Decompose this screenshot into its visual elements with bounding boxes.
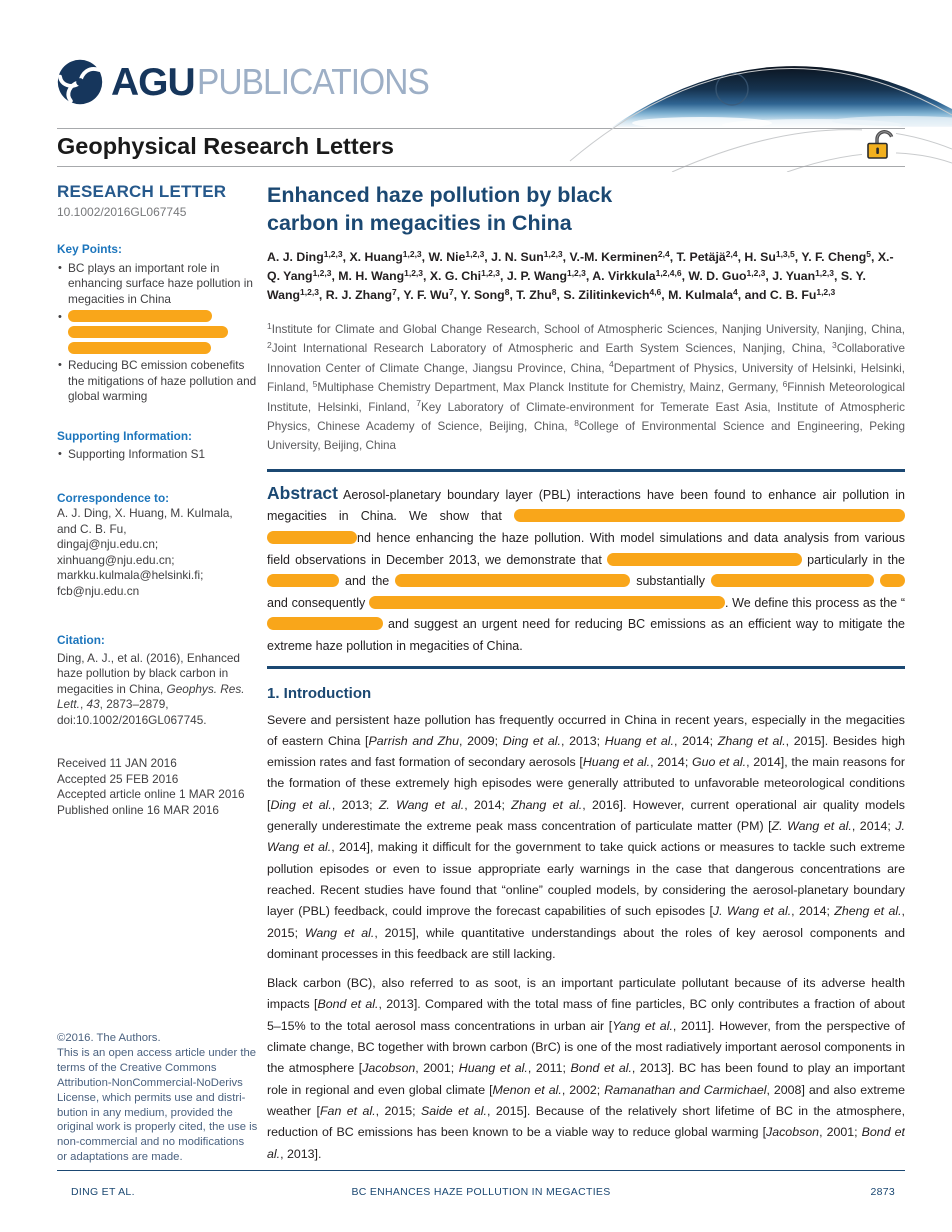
article-title-line2: carbon in megacities in China	[267, 211, 572, 235]
intro-paragraph-2: Black carbon (BC), also referred to as soot, is an important particulate pollutant because of its adverse health impacts [Bond et al., 2013]. Compared with the total mass of fine particles, BC only contributes a fraction of about 5–15% to the total aerosol mass concentrations in urban air [Yang et al., 2011]. However, from the perspective of climate change, BC together with brown carbon (BrC) is one of the most radiatively important aerosol components in the atmosphere [Jacobson, 2001; Huang et al., 2011; Bond et al., 2013]. BC has been found to play an important role in regional and even global climate [Menon et al., 2002; Ramanathan and Carmichael, 2008] and also extreme weather [Fan et al., 2015; Saide et al., 2015]. Because of the relatively short lifetime of BC in the atmosphere, reduction of BC emissions has been known to be a viable way to reduce global warming [Jacobson, 2001; Bond et al., 2013].	[267, 976, 905, 1161]
redacted-text-bar	[607, 553, 802, 566]
redacted-text-bar	[267, 531, 357, 544]
doi: 10.1002/2016GL067745	[57, 204, 187, 219]
footer-divider	[57, 1170, 905, 1171]
article-title-line1: Enhanced haze pollution by black	[267, 183, 613, 207]
journal-name: Geophysical Research Letters	[57, 133, 394, 159]
abstract-label: Abstract	[267, 482, 338, 503]
supporting-info-heading: Supporting Information:	[57, 428, 192, 443]
redacted-text-bar	[369, 596, 725, 609]
agu-logo-text: AGU	[111, 60, 195, 104]
abstract-divider-top	[267, 469, 905, 472]
sidebar	[57, 184, 257, 818]
abstract-divider-bottom	[267, 666, 905, 669]
key-points-list	[57, 261, 257, 405]
redacted-text-bar	[880, 574, 905, 587]
key-point-item-redacted	[57, 310, 257, 354]
article-body	[267, 181, 905, 1168]
copyright-notice: ©2016. The Authors. This is an open access article under the terms of the Creative Commons Attribution-NonCommercial-NoDerivs License, which permits use and distri- bution in any medium, provided the original work is properly cited, the use is non-commercial and no modifications or adaptations are made.	[57, 1032, 258, 1164]
redacted-text-bar	[68, 310, 212, 322]
redacted-text-bar	[514, 509, 905, 522]
intro-paragraph-1: Severe and persistent haze pollution has frequently occurred in China in recent years, especially in the megacities of eastern China [Parrish and Zhu, 2009; Ding et al., 2013; Huang et al., 2014; Zhang et al., 2015]. Besides high emission rates and fast formation of secondary aerosols [Huang et al., 2014; Guo et al., 2014], the main reasons for the formation of these extremely high episodes were generally attributed to unfavorable meteorological conditions [Ding et al., 2013; Z. Wang et al., 2014; Zhang et al., 2016]. However, current operational air quality models generally underestimate the extreme peak mass concentration of particulate matter (PM) [Z. Wang et al., 2014; J. Wang et al., 2014], making it difficult for the government to take quick actions or measures to tackle such extreme pollution episodes or even to issue appropriate early warnings in the case that dangerous concentrations are reached. Recent studies have found that “online” coupled models, by considering the aerosol-planetary boundary layer (PBL) feedback, could improve the forecast capabilities of such episodes [J. Wang et al., 2014; Zheng et al., 2015; Wang et al., 2015], while quantitative understandings about the roles of key aerosol components and dominant processes in this feedback are still lacking.	[267, 712, 905, 961]
correspondence-lines: A. J. Ding, X. Huang, M. Kulmala, and C. B. Fu, dingaj@nju.edu.cn; xinhuang@nju.edu.cn; markku.kulmala@helsinki.fi; fcb@nju.edu.cn	[57, 506, 233, 598]
header-divider-bottom	[57, 166, 905, 167]
citation-text: Ding, A. J., et al. (2016), Enhanced haze pollution by black carbon in megacities in China, Geophys. Res. Lett., 43, 2873–2879, doi:10.1002/2016GL067745.	[57, 650, 245, 727]
redacted-text-bar	[711, 574, 874, 587]
footer-authors: DING ET AL.	[71, 1186, 135, 1198]
author-list: A. J. Ding$^{1,2,3}$, X. Huang$^{1,2,3}$, W. Nie$^{1,2,3}$, J. N. Sun$^{1,2,3}$, V.-M. Kerminen$^{2,4}$, T. Petäjä$^{2,4}$, H. Su$^{1,3,5}$, Y. F. Cheng$^5$, X.-Q. Yang$^{1,2,3}$, M. H. Wang$^{1,2,3}$, X. G. Chi$^{1,2,3}$, J. P. Wang$^{1,2,3}$, A. Virkkula$^{1,2,4,6}$, W. D. Guo$^{1,2,3}$, J. Yuan$^{1,2,3}$, S. Y. Wang$^{1,2,3}$, R. J. Zhang$^7$, Y. F. Wu$^7$, Y. Song$^8$, T. Zhu$^8$, S. Zilitinkevich$^{4,6}$, M. Kulmala$^4$, and C. B. Fu$^{1,2,3}$	[267, 248, 894, 302]
footer-running-title: BC ENHANCES HAZE POLLUTION IN MEGACTIES	[351, 1186, 611, 1198]
correspondence-heading: Correspondence to:	[57, 490, 170, 505]
article-type-kicker: RESEARCH LETTER	[57, 182, 227, 201]
abstract	[267, 483, 905, 658]
article-history-dates: Received 11 JAN 2016 Accepted 25 FEB 2016 Accepted article online 1 MAR 2016 Published online 16 MAR 2016	[57, 756, 245, 817]
key-point-item: • BC plays an important role in enhancing surface haze pollution in megacities in China	[57, 261, 257, 308]
footer-page-number: 2873	[870, 1186, 895, 1198]
key-points-heading: Key Points:	[57, 242, 122, 256]
open-access-lock-icon	[862, 129, 896, 163]
citation-heading: Citation:	[57, 633, 105, 647]
section-heading-introduction: 1. Introduction	[267, 684, 372, 702]
key-point-item: • Reducing BC emission cobenefits the mitigations of haze pollution and global warming	[57, 358, 257, 405]
redacted-text-bar	[68, 342, 211, 354]
redacted-text-bar	[267, 617, 383, 630]
publications-logo-text: PUBLICATIONS	[196, 61, 429, 102]
affiliations: $^1$Institute for Climate and Global Change Research, School of Atmospheric Sciences, Nanjing University, Nanjing, China, $^2$Joint International Research Laboratory of Atmospheric and Earth System Sciences, Nanjing, China, $^3$Collaborative Innovation Center of Climate Change, Jiangsu Province, China, $^4$Department of Physics, University of Helsinki, Helsinki, Finland, $^5$Multiphase Chemistry Department, Max Planck Institute for Chemistry, Mainz, Germany, $^6$Finnish Meteorological Institute, Helsinki, Finland, $^7$Key Laboratory of Climate-environment for Temerate East Asia, Institute of Atmospheric Physics, Chinese Academy of Science, Beijing, China, $^8$College of Environmental Science and Engineering, Peking University, Beijing, China	[267, 320, 905, 453]
redacted-text-bar	[267, 574, 339, 587]
abstract-text: Aerosol-planetary boundary layer (PBL) interactions have been found to enhance air pollution in megacities in China. We show that nd hence enhancing the haze pollution. With model simulations and data analysis from various field observations in December 2013, we demonstrate that particularly in the and the substantially and consequently . We define this process as the “ and suggest an urgent need for reducing BC emissions as an efficient way to mitigate the extreme haze pollution in megacities of China.	[267, 487, 905, 653]
article-title	[267, 181, 905, 237]
supporting-info-item: • Supporting Information S1	[57, 447, 257, 463]
agu-swirl-icon	[56, 58, 104, 106]
agu-logo	[56, 57, 446, 107]
redacted-text-bar	[395, 574, 630, 587]
redacted-text-bar	[68, 326, 228, 338]
